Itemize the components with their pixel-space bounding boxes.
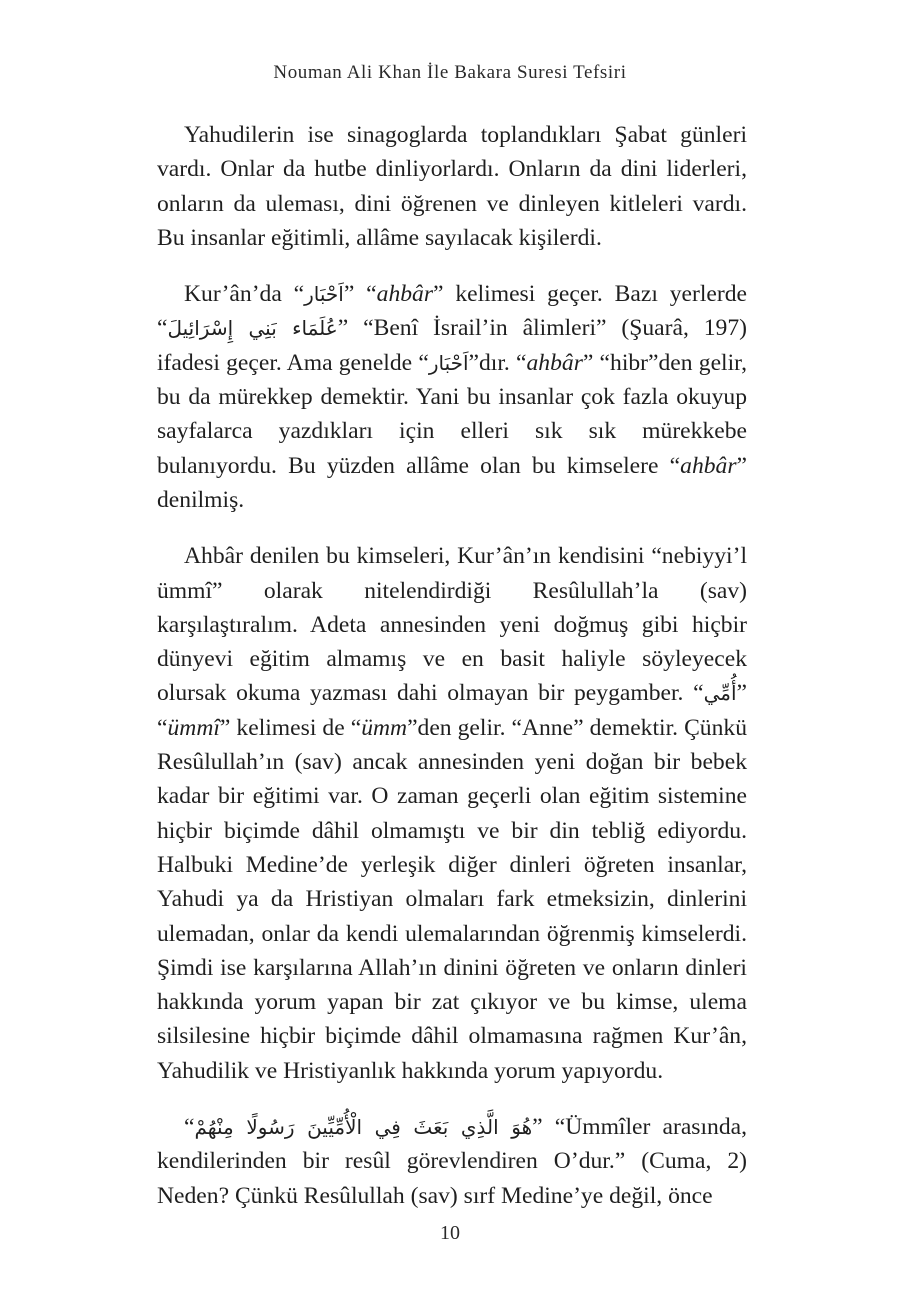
text-run: ” kelimesi de “ <box>219 714 362 741</box>
text-run: ” “ <box>157 680 747 741</box>
text-run: ”den gelir. “Anne” demektir. Çünkü Resûlullah’ın (sav) ancak annesinden yeni doğan bir bebek kadar bir eğitimi var. O zaman geçerli olan eğitim sistemine hiçbir biçimde dâhil olmamıştı ve bir din tebliğ ediyordu. Halbuki Medine’de yerleşik diğer dinleri öğreten insanlar, Yahudi ya da Hristiyan olmaları fark etmeksizin, dinlerini ulemadan, onlar da kendi ulemalarından öğrenmiş kimselerdi. Şimdi ise karşılarına Allah’ın dinini öğreten ve onların dinleri hakkında yorum yapan bir zat çıkıyor ve bu kimse, ulema silsilesine hiçbir biçimde dâhil olmamasına rağmen Kur’ân, Yahudilik ve Hristiyanlık hakkında yorum yapıyordu. <box>157 714 747 1084</box>
arabic-phrase-ulema: عُلَمَاء بَنِي إِسْرَائِيلَ <box>167 316 338 341</box>
arabic-verse-cuma-2: هُوَ الَّذِي بَعَثَ فِي الْأُمِّيِّينَ رَسُولًا مِنْهُمْ <box>194 1115 533 1140</box>
arabic-term-ahbar: اَحْبَار <box>304 282 344 307</box>
paragraph-3 <box>157 539 747 1088</box>
paragraph-1: Yahudilerin ise sinagoglarda toplandıkları Şabat günleri vardı. Onlar da hutbe dinliyorlardı. Onların da dini liderleri, onların da uleması, dini öğrenen ve dinleyen kitleleri vardı. Bu insanlar eğitimli, allâme sayılacak kişilerdi. <box>157 122 747 251</box>
italic-term: ahbâr <box>376 281 434 308</box>
text-run: ” denilmiş. <box>157 452 747 513</box>
text-run: ” “ <box>343 281 377 308</box>
text-run: Ahbâr denilen bu kimseleri, Kur’ân’ın kendisini “nebiyyi’l ümmî” olarak nitelendirdiği Resûlullah’la (sav) karşılaştıralım. Adeta annesinden yeni doğmuş gibi hiçbir dünyevi eğitim almamış ve en basit haliyle söyleyecek olursak okuma yazması dahi olmayan bir peygamber. “ <box>157 543 747 707</box>
paragraph-2 <box>157 277 747 517</box>
text-run: “ <box>184 1114 195 1141</box>
italic-term: ümm <box>361 714 408 741</box>
text-run: ” kelimesi geçer. Bazı yerlerde “ <box>157 281 747 342</box>
running-header: Nouman Ali Khan İle Bakara Suresi Tefsiri <box>273 62 627 83</box>
text-run: ” “Ümmîler arasında, kendilerinden bir resûl görevlendiren O’dur.” (Cuma, 2) Neden? Çünkü Resûlullah (sav) sırf Medine’ye değil, önce <box>157 1114 747 1209</box>
paragraph-4 <box>157 1110 747 1213</box>
italic-term: ahbâr <box>680 452 737 479</box>
arabic-term-ahbar: اَحْبَار <box>428 350 469 375</box>
text-run: ” “hibr”den gelir, bu da mürekkep demektir. Yani bu insanlar çok fazla okuyup sayfalarca yazdıkları için elleri sık sık mürekkebe bulanıyordu. Bu yüzden allâme olan bu kimselere “ <box>157 349 747 479</box>
text-run: ”dır. “ <box>468 349 527 376</box>
italic-term: ümmî <box>167 714 220 741</box>
arabic-term-ummi: أُمِّي <box>703 681 737 706</box>
italic-term: ahbâr <box>526 349 583 376</box>
body-text <box>157 118 747 1213</box>
text-run: ” “Benî İsrail’in âlimleri” (Şuarâ, 197) ifadesi geçer. Ama genelde “ <box>157 315 747 376</box>
text-run: Kur’ân’da “ <box>184 281 305 308</box>
page-number: 10 <box>440 1222 460 1244</box>
